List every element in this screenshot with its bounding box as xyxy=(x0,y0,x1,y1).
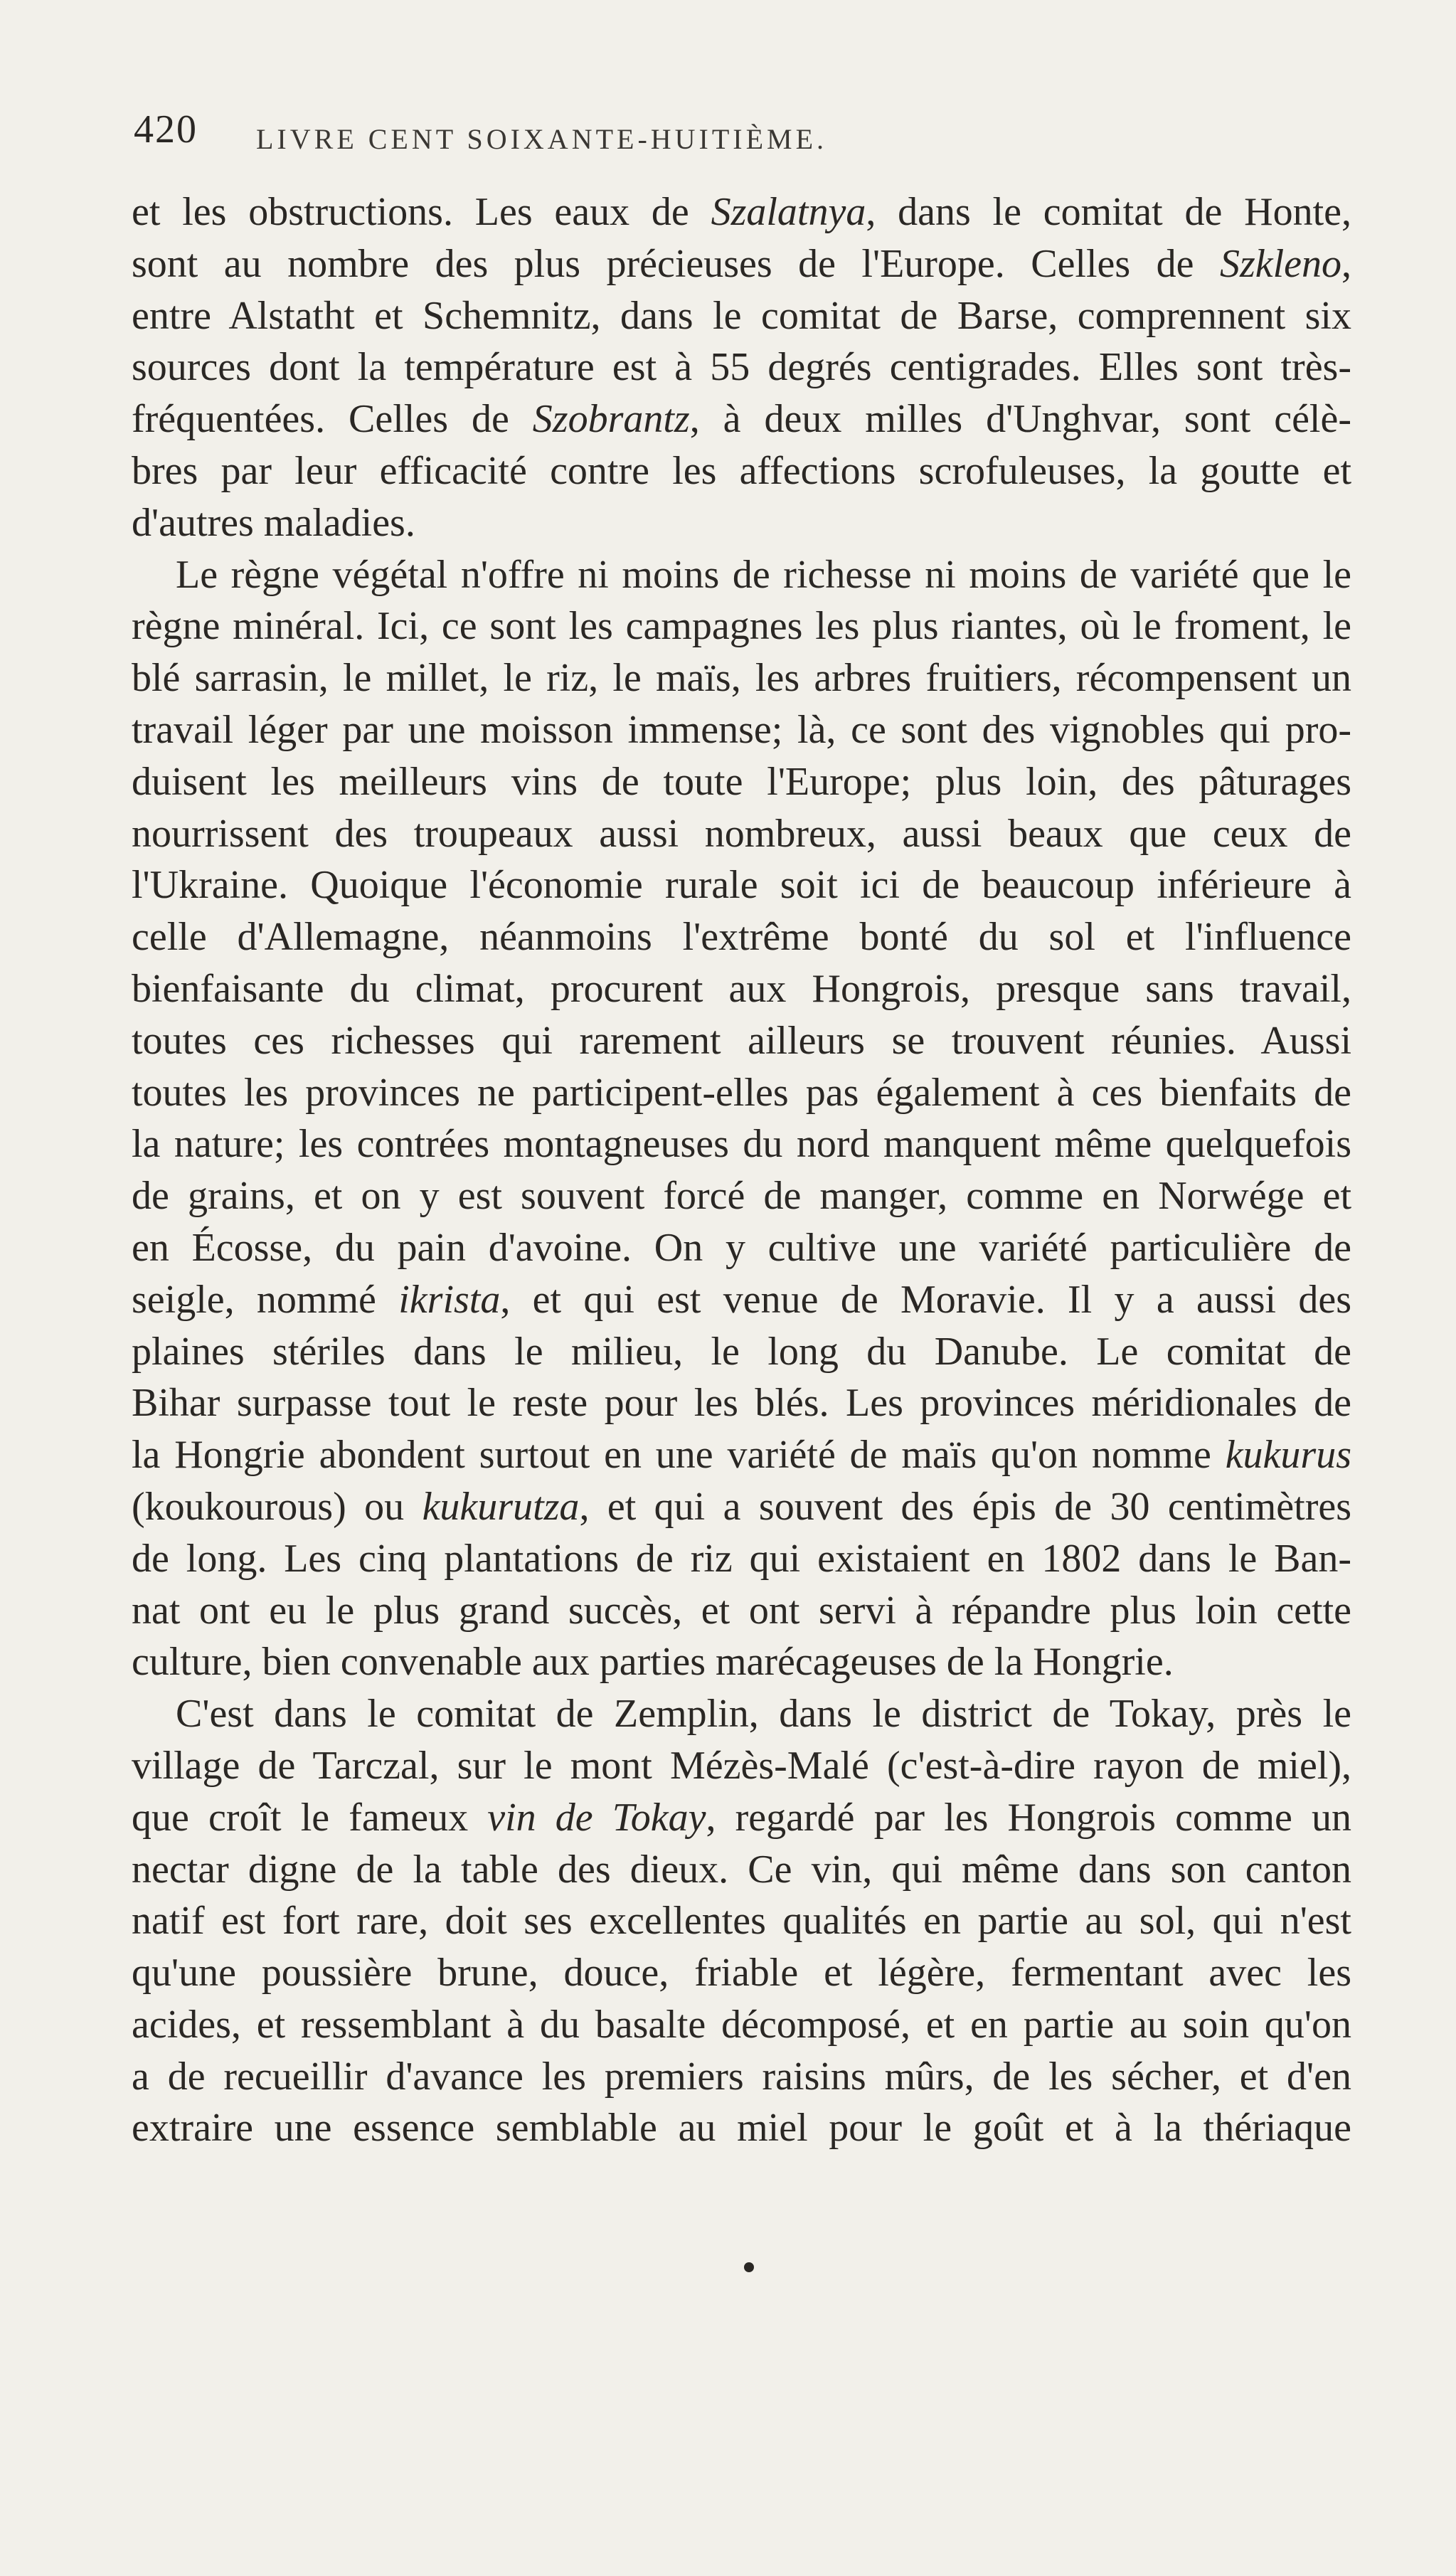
text-line: blé sarrasin, le millet, le riz, le maïs, les arbres fruitiers, récompensent un xyxy=(132,656,1351,701)
text-line: d'autres maladies. xyxy=(132,500,415,545)
text-line: (koukourous) ou kukurutza, et qui a souvent des épis de 30 centimètres xyxy=(132,1484,1352,1529)
text-line: en Écosse, du pain d'avoine. On y cultive une variété particulière de xyxy=(132,1225,1351,1270)
paragraph xyxy=(132,186,1351,549)
printer-mark-dot xyxy=(744,2262,754,2272)
text-line: acides, et ressemblant à du basalte décomposé, et en partie au soin qu'on xyxy=(132,2002,1351,2047)
text-line: travail léger par une moisson immense; là, ce sont des vignobles qui pro- xyxy=(132,707,1351,752)
paragraph xyxy=(132,1688,1351,2154)
text-line: la Hongrie abondent surtout en une variété de maïs qu'on nomme kukurus xyxy=(132,1433,1351,1478)
text-line: qu'une poussière brune, douce, friable et légère, fermentant avec les xyxy=(132,1951,1351,1995)
text-line: fréquentées. Celles de Szobrantz, à deux milles d'Unghvar, sont célè- xyxy=(132,397,1351,442)
text-line: sources dont la température est à 55 degrés centigrades. Elles sont très- xyxy=(132,345,1351,390)
text-line: la nature; les contrées montagneuses du nord manquent même quelquefois xyxy=(132,1122,1351,1167)
running-title: LIVRE CENT SOIXANTE-HUITIÈME. xyxy=(256,123,828,155)
text-line: nat ont eu le plus grand succès, et ont servi à répandre plus loin cette xyxy=(132,1588,1351,1633)
text-line: duisent les meilleurs vins de toute l'Europe; plus loin, des pâturages xyxy=(132,759,1351,804)
text-line: règne minéral. Ici, ce sont les campagnes les plus riantes, où le froment, le xyxy=(132,604,1351,649)
text-line: sont au nombre des plus précieuses de l'Europe. Celles de Szkleno, xyxy=(132,241,1351,286)
text-line: toutes les provinces ne participent-elles pas également à ces bienfaits de xyxy=(132,1070,1351,1115)
text-line: entre Alstatht et Schemnitz, dans le comitat de Barse, comprennent six xyxy=(132,293,1351,338)
text-line: plaines stériles dans le milieu, le long du Danube. Le comitat de xyxy=(132,1329,1351,1374)
text-line: seigle, nommé ikrista, et qui est venue de Moravie. Il y a aussi des xyxy=(132,1277,1352,1322)
text-line: nectar digne de la table des dieux. Ce vin, qui même dans son canton xyxy=(132,1847,1351,1892)
paragraph xyxy=(132,549,1351,1689)
text-line: natif est fort rare, doit ses excellentes qualités en partie au sol, qui n'est xyxy=(132,1899,1351,1944)
text-line: que croît le fameux vin de Tokay, regardé par les Hongrois comme un xyxy=(132,1795,1352,1840)
text-line: de grains, et on y est souvent forcé de manger, comme en Norwége et xyxy=(132,1174,1351,1219)
text-line: bienfaisante du climat, procurent aux Hongrois, presque sans travail, xyxy=(132,966,1351,1011)
text-line: culture, bien convenable aux parties marécageuses de la Hongrie. xyxy=(132,1640,1174,1685)
text-line: Bihar surpasse tout le reste pour les blés. Les provinces méridionales de xyxy=(132,1381,1351,1426)
text-line: a de recueillir d'avance les premiers raisins mûrs, de les sécher, et d'en xyxy=(132,2054,1351,2099)
text-line: nourrissent des troupeaux aussi nombreux, aussi beaux que ceux de xyxy=(132,811,1351,856)
body-text xyxy=(132,186,1351,2154)
text-line: de long. Les cinq plantations de riz qui existaient en 1802 dans le Ban- xyxy=(132,1536,1351,1581)
text-line: bres par leur efficacité contre les affections scrofuleuses, la goutte et xyxy=(132,448,1351,493)
text-line: toutes ces richesses qui rarement ailleurs se trouvent réunies. Aussi xyxy=(132,1018,1351,1063)
text-line: extraire une essence semblable au miel pour le goût et à la thériaque xyxy=(132,2106,1351,2151)
text-line: village de Tarczal, sur le mont Mézès-Malé (c'est-à-dire rayon de miel), xyxy=(132,1743,1351,1788)
text-line: celle d'Allemagne, néanmoins l'extrême bonté du sol et l'influence xyxy=(132,915,1351,960)
text-line: l'Ukraine. Quoique l'économie rurale soit ici de beaucoup inférieure à xyxy=(132,863,1351,908)
text-line: C'est dans le comitat de Zemplin, dans le district de Tokay, près le xyxy=(176,1692,1351,1737)
text-line: Le règne végétal n'offre ni moins de richesse ni moins de variété que le xyxy=(176,552,1351,597)
page-number: 420 xyxy=(134,107,198,152)
text-line: et les obstructions. Les eaux de Szalatnya, dans le comitat de Honte, xyxy=(132,190,1352,234)
